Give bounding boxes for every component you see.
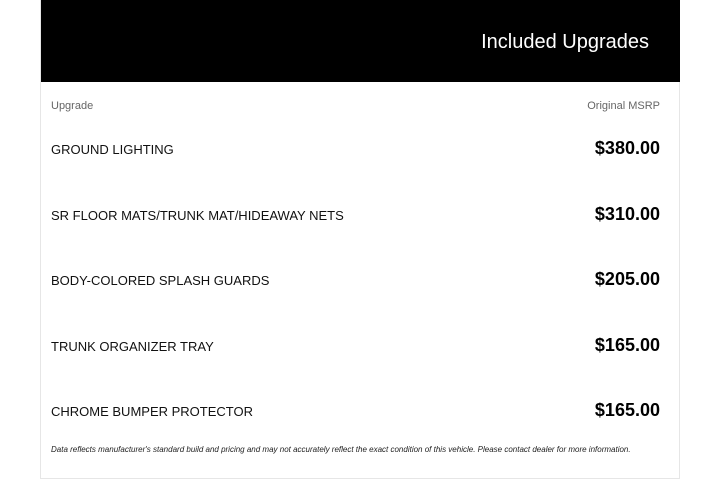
upgrade-name: BODY-COLORED SPLASH GUARDS (51, 273, 270, 289)
upgrade-price: $205.00 (594, 269, 660, 290)
page-title: Included Upgrades (481, 31, 649, 53)
list-item (41, 181, 679, 247)
list-item (41, 312, 679, 378)
upgrade-name: SR FLOOR MATS/TRUNK MAT/HIDEAWAY NETS (51, 207, 344, 223)
upgrade-name: GROUND LIGHTING (51, 142, 174, 157)
upgrade-price: $310.00 (594, 203, 660, 224)
disclaimer-text: Data reflects manufacturer's standard build and pricing and may not accurately reflect the exact condition of this vehicle. Please contact dealer for more information. (51, 445, 631, 454)
list-item (41, 377, 679, 443)
upgrade-price: $380.00 (594, 138, 660, 158)
upgrades-list (41, 115, 679, 443)
upgrade-name: TRUNK ORGANIZER TRAY (51, 338, 214, 354)
upgrades-card (40, 0, 680, 479)
list-item (41, 246, 679, 312)
upgrades-header (41, 0, 680, 82)
column-header-msrp: Original MSRP (587, 100, 660, 112)
upgrade-price: $165.00 (594, 400, 660, 421)
upgrade-price: $165.00 (594, 334, 660, 355)
column-header-upgrade: Upgrade (51, 100, 94, 112)
list-item (41, 115, 679, 181)
upgrade-name: CHROME BUMPER PROTECTOR (51, 404, 253, 420)
